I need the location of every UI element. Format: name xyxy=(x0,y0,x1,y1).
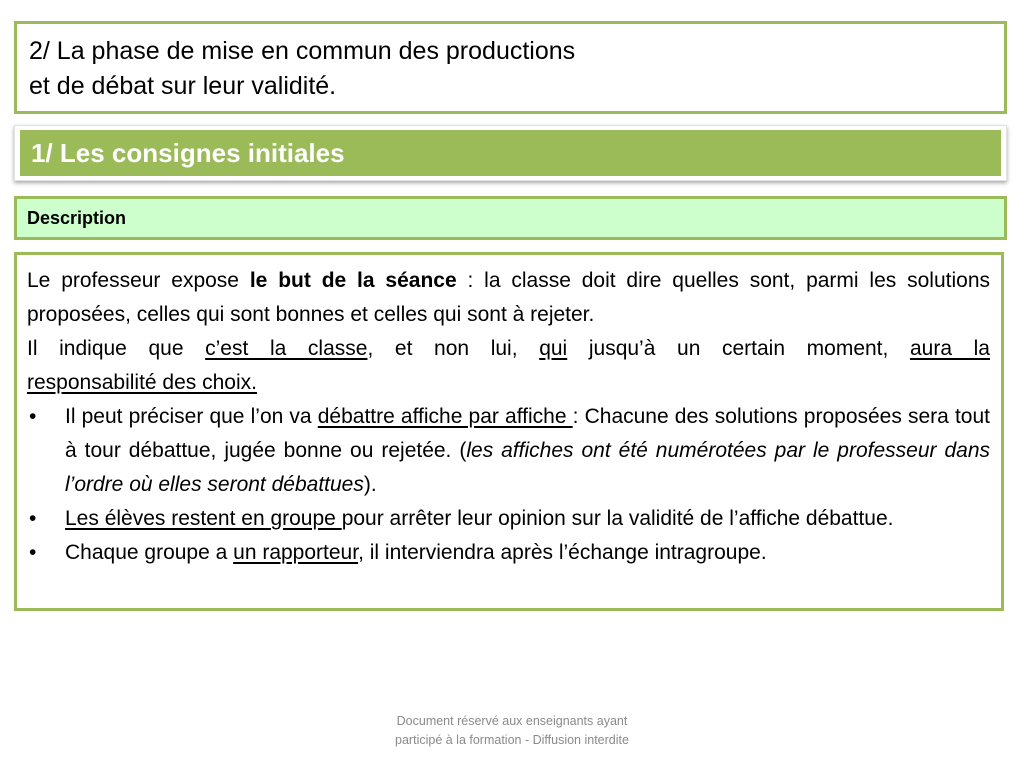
bullet-icon: • xyxy=(29,541,37,564)
text: pour arrêter leur opinion sur la validité de l’affiche débattue. xyxy=(341,507,894,530)
content-box xyxy=(14,252,1004,611)
slide-title xyxy=(14,21,1007,114)
footer-notice xyxy=(0,712,1024,750)
footer-line-1: Document réservé aux enseignants ayant xyxy=(396,714,628,728)
text: ). xyxy=(363,473,377,496)
underlined-text: qui xyxy=(539,337,568,360)
text: Il indique que xyxy=(27,337,206,360)
footer-line-2: participé à la formation - Diffusion interdite xyxy=(395,733,629,747)
section-title: 1/ Les consignes initiales xyxy=(20,130,1001,176)
text: jusqu’à un certain moment, xyxy=(567,337,910,360)
paragraph-2-end xyxy=(27,366,990,400)
underlined-text: responsabilité des choix. xyxy=(27,371,257,394)
description-header xyxy=(14,196,1007,240)
title-line-1: 2/ La phase de mise en commun des productions xyxy=(29,37,576,65)
emphasis-text: le but de la séance xyxy=(249,269,457,292)
text: , il interviendra après l’échange intragroupe. xyxy=(358,541,767,564)
underlined-text: Les élèves restent en groupe xyxy=(65,507,342,530)
italic-text: les affiches ont été numérotées par le professeur dans l’ordre où elles seront débattues xyxy=(65,439,991,496)
list-item xyxy=(27,400,990,502)
text: Il peut préciser que l’on va xyxy=(65,405,318,428)
bullet-icon: • xyxy=(29,507,37,530)
text: Chaque groupe a xyxy=(65,541,234,564)
list-item xyxy=(27,502,990,536)
paragraph-1 xyxy=(27,264,990,332)
text: : Chacune des solutions proposées sera tout à tour débattue, jugée bonne ou rejetée. ( xyxy=(65,405,990,462)
section-header xyxy=(14,125,1007,181)
paragraph-2 xyxy=(27,332,990,366)
description-label: Description xyxy=(27,208,127,228)
underlined-text: un rapporteur xyxy=(233,541,359,564)
list-item xyxy=(27,536,990,570)
underlined-text: débattre affiche par affiche xyxy=(317,405,573,428)
title-line-2: et de débat sur leur validité. xyxy=(29,72,337,100)
text: Le professeur expose xyxy=(27,269,250,292)
underlined-text: c’est la classe xyxy=(205,337,368,360)
bullet-list xyxy=(27,400,990,570)
bullet-icon: • xyxy=(29,405,37,428)
underlined-text: aura la xyxy=(909,337,990,360)
text: : la classe doit dire quelles sont, parmi les solutions proposées, celles qui sont bonnes et celles qui sont à rejeter. xyxy=(27,269,990,326)
text: , et non lui, xyxy=(367,337,540,360)
